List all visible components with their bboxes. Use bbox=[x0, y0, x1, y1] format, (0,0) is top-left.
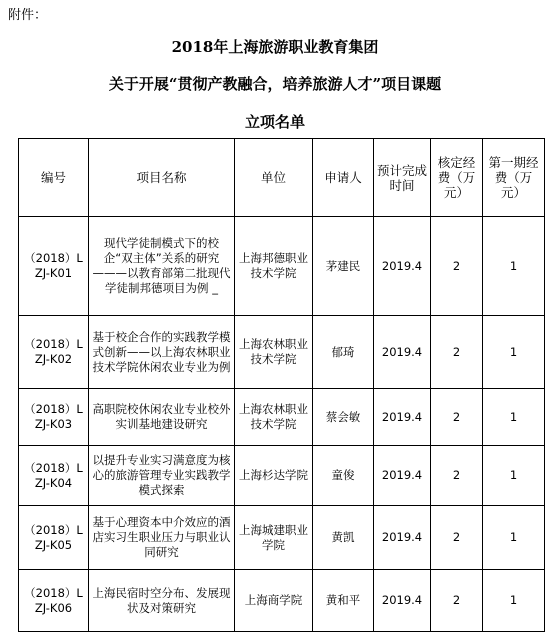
cell-code: （2018）LZJ-K02 bbox=[19, 316, 89, 389]
cell-project-name: 高职院校休闲农业专业校外实训基地建设研究 bbox=[89, 389, 235, 446]
cell-code: （2018）LZJ-K01 bbox=[19, 217, 89, 316]
cell-unit: 上海邦德职业技术学院 bbox=[235, 217, 313, 316]
cell-applicant: 郁琦 bbox=[313, 316, 374, 389]
cell-applicant: 蔡会敏 bbox=[313, 389, 374, 446]
cell-first-phase-funding: 1 bbox=[483, 446, 545, 506]
header-code: 编号 bbox=[19, 139, 89, 217]
header-unit: 单位 bbox=[235, 139, 313, 217]
header-first-phase-funding: 第一期经费（万元） bbox=[483, 139, 545, 217]
cell-date: 2019.4 bbox=[374, 446, 431, 506]
cell-approved-funding: 2 bbox=[431, 389, 483, 446]
cell-first-phase-funding: 1 bbox=[483, 316, 545, 389]
table-row bbox=[19, 316, 545, 389]
document-title-line-3: 立项名单 bbox=[244, 113, 305, 131]
header-applicant: 申请人 bbox=[313, 139, 374, 217]
cell-code: （2018）LZJ-K05 bbox=[19, 506, 89, 570]
cell-project-name: 以提升专业实习满意度为核心的旅游管理专业实践教学模式探索 bbox=[89, 446, 235, 506]
table-row bbox=[19, 217, 545, 316]
header-approved-funding: 核定经费（万元） bbox=[431, 139, 483, 217]
cell-approved-funding: 2 bbox=[431, 570, 483, 632]
header-project-name: 项目名称 bbox=[89, 139, 235, 217]
table-row bbox=[19, 389, 545, 446]
cell-unit: 上海农林职业技术学院 bbox=[235, 316, 313, 389]
cell-applicant: 黄和平 bbox=[313, 570, 374, 632]
cell-approved-funding: 2 bbox=[431, 316, 483, 389]
document-title-line-2: 关于开展“贯彻产教融合，培养旅游人才”项目课题 bbox=[108, 75, 442, 93]
cell-approved-funding: 2 bbox=[431, 217, 483, 316]
cell-project-name: 基于校企合作的实践教学模式创新——以上海农林职业技术学院休闲农业专业为例 bbox=[89, 316, 235, 389]
cell-date: 2019.4 bbox=[374, 316, 431, 389]
cell-applicant: 黄凯 bbox=[313, 506, 374, 570]
cell-first-phase-funding: 1 bbox=[483, 389, 545, 446]
project-list-table bbox=[18, 138, 545, 632]
cell-date: 2019.4 bbox=[374, 570, 431, 632]
cell-project-name: 上海民宿时空分布、发展现状及对策研究 bbox=[89, 570, 235, 632]
document-title-line-1: 2018年上海旅游职业教育集团 bbox=[171, 38, 379, 56]
table-header-row bbox=[19, 139, 545, 217]
cell-date: 2019.4 bbox=[374, 389, 431, 446]
cell-approved-funding: 2 bbox=[431, 446, 483, 506]
attachment-label: 附件： bbox=[8, 8, 48, 23]
cell-first-phase-funding: 1 bbox=[483, 570, 545, 632]
cell-date: 2019.4 bbox=[374, 506, 431, 570]
header-expected-completion: 预计完成时间 bbox=[374, 139, 431, 217]
cell-project-name: 现代学徒制模式下的校企“双主体”关系的研究 ———以教育部第二批现代学徒制邦德项目为例 _ bbox=[89, 217, 235, 316]
table-row bbox=[19, 570, 545, 632]
cell-code: （2018）LZJ-K04 bbox=[19, 446, 89, 506]
table-row bbox=[19, 446, 545, 506]
cell-applicant: 茅建民 bbox=[313, 217, 374, 316]
cell-unit: 上海农林职业技术学院 bbox=[235, 389, 313, 446]
cell-unit: 上海城建职业学院 bbox=[235, 506, 313, 570]
cell-first-phase-funding: 1 bbox=[483, 506, 545, 570]
table-row bbox=[19, 506, 545, 570]
cell-unit: 上海杉达学院 bbox=[235, 446, 313, 506]
cell-code: （2018）LZJ-K03 bbox=[19, 389, 89, 446]
cell-first-phase-funding: 1 bbox=[483, 217, 545, 316]
cell-project-name: 基于心理资本中介效应的酒店实习生职业压力与职业认同研究 bbox=[89, 506, 235, 570]
cell-approved-funding: 2 bbox=[431, 506, 483, 570]
cell-code: （2018）LZJ-K06 bbox=[19, 570, 89, 632]
cell-applicant: 童俊 bbox=[313, 446, 374, 506]
cell-date: 2019.4 bbox=[374, 217, 431, 316]
cell-unit: 上海商学院 bbox=[235, 570, 313, 632]
